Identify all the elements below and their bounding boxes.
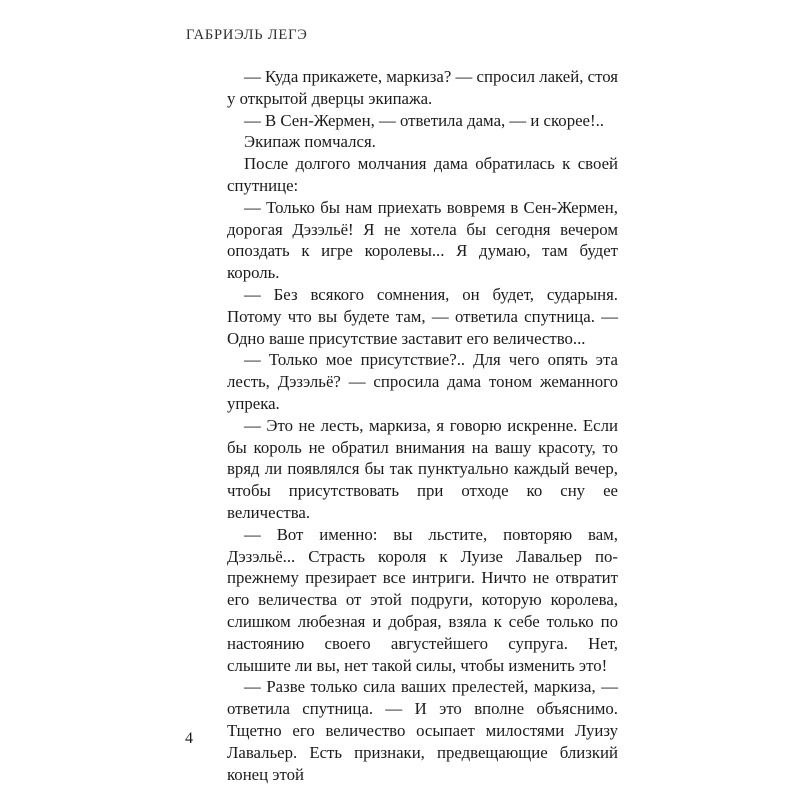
- paragraph: — Куда прикажете, маркиза? — спросил лакей, стоя у открытой дверцы экипажа.: [227, 67, 618, 108]
- paragraph: — Без всякого сомнения, он будет, сударыня. Потому что вы будете там, — ответила спутница. — Одно ваше присутствие заставит его величество...: [227, 284, 618, 348]
- paragraph: — Это не лесть, маркиза, я говорю искренне. Если бы король не обратил внимания на вашу красоту, то вряд ли появлялся бы так пунктуально каждый вечер, чтобы присутствовать при отходе ко сну ее величества.: [227, 415, 618, 522]
- paragraph: — Только мое присутствие?.. Для чего опять эта лесть, Дэзэльё? — спросила дама тоном жеманного упрека.: [227, 350, 618, 413]
- paragraph: — Разве только сила ваших прелестей, маркиза, — ответила спутница. — И это вполне объяснимо. Тщетно его величество осыпает милостями Луизу Лавальер. Есть признаки, предвещающие близкий конец этой: [227, 677, 618, 784]
- page-number: 4: [185, 730, 193, 747]
- paragraph: После долгого молчания дама обратилась к своей спутнице:: [227, 154, 618, 195]
- paragraph: Экипаж помчался.: [244, 132, 376, 152]
- paragraph: — В Сен-Жермен, — ответила дама, — и скорее!..: [244, 110, 604, 130]
- paragraph: — Вот именно: вы льстите, повторяю вам, Дэзэльё... Страсть короля к Луизе Лавальер по-прежнему презирает все интриги. Ничто не отвратит его величества от этой подруги, которую королева, слишком любезная и добрая, взяла к себе только по настоянию своего августейшего супруга. Нет, слышите ли вы, нет такой силы, чтобы изменить это!: [227, 524, 618, 675]
- running-header-author: ГАБРИЭЛЬ ЛЕГЭ: [186, 27, 308, 43]
- body-text: [227, 66, 618, 785]
- paragraph: — Только бы нам приехать вовремя в Сен-Жермен, дорогая Дэзэльё! Я не хотела бы сегодня вечером опоздать к игре королевы... Я думаю, там будет король.: [227, 197, 618, 283]
